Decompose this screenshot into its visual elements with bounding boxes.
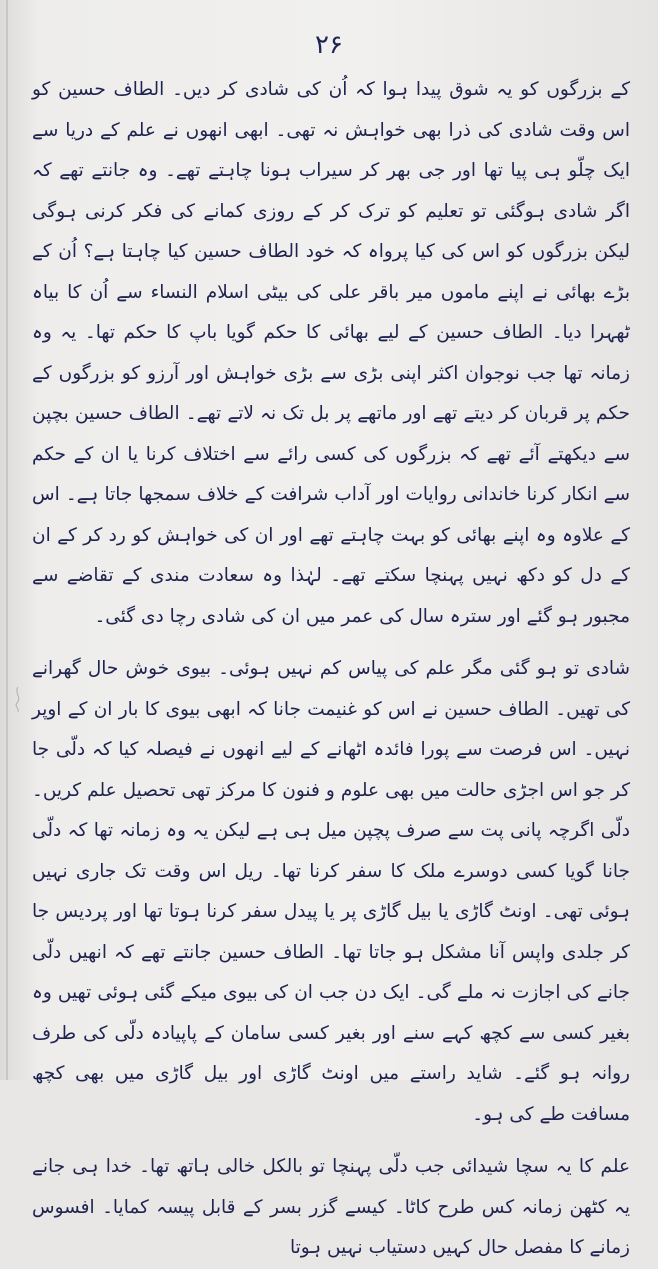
margin-pencil-mark: [10, 685, 26, 718]
paragraph-2: شادی تو ہو گئی مگر علم کی پیاس کم نہیں ہوئی۔ بیوی خوش حال گھرانے کی تھیں۔ الطاف حسین نے اس کو غنیمت جانا کہ ابھی بیوی کا بار ان کے اوپر نہیں۔ اس فرصت سے پورا فائدہ اٹھانے کے لیے انھوں نے فیصلہ کیا کہ دلّی جا کر جو اس اجڑی حالت میں بھی علوم و فنون کا مرکز تھی تحصیل علم کریں۔ دلّی اگرچہ پانی پت سے صرف پچپن میل ہی ہے لیکن یہ وہ زمانہ تھا کہ دلّی جانا گویا کسی دوسرے ملک کا سفر کرنا تھا۔ ریل اس وقت تک جاری نہیں ہوئی تھی۔ اونٹ گاڑی یا بیل گاڑی پر یا پیدل سفر کرنا ہوتا تھا اور پردیس جا کر جلدی واپس آنا مشکل ہو جاتا تھا۔ الطاف حسین جانتے تھے کہ انھیں دلّی جانے کی اجازت نہ ملے گی۔ ایک دن جب ان کی بیوی میکے گئی ہوئی تھیں وہ بغیر کسی سے کچھ کہے سنے اور بغیر کسی سامان کے پاپیادہ دلّی کی طرف روانہ ہو گئے۔ شاید راستے میں اونٹ گاڑی اور بیل گاڑی میں بھی کچھ مسافت طے کی ہو۔: [32, 658, 630, 1125]
page-body-text: [32, 70, 630, 1269]
paragraph-3: علم کا یہ سچا شیدائی جب دلّی پہنچا تو بالکل خالی ہاتھ تھا۔ خدا ہی جانے یہ کٹھن زمانہ کس طرح کاٹا۔ کیسے گزر بسر کے قابل پیسہ کمایا۔ افسوس زمانے کا مفصل حال کہیں دستیاب نہیں ہوتا: [32, 1156, 630, 1258]
paragraph-1: کے بزرگوں کو یہ شوق پیدا ہوا کہ اُن کی شادی کر دیں۔ الطاف حسین کو اس وقت شادی کی ذرا بھی خواہش نہ تھی۔ ابھی انھوں نے علم کے دریا سے ایک چلّو ہی پیا تھا اور جی بھر کر سیراب ہونا چاہتے تھے۔ وہ جانتے تھے کہ اگر شادی ہوگئی تو تعلیم کو ترک کر کے روزی کمانے کی فکر کرنی ہوگی لیکن بزرگوں کو اس کی کیا پرواہ کہ خود الطاف حسین کیا چاہتا ہے؟ اُن کے بڑے بھائی نے اپنے ماموں میر باقر علی کی بیٹی اسلام النساء سے اُن کا بیاہ ٹھہرا دیا۔ الطاف حسین کے لیے بھائی کا حکم گویا باپ کا حکم تھا۔ یہ وہ زمانہ تھا جب نوجوان اکثر اپنی بڑی سے بڑی خواہش اور آرزو کو بزرگوں کے حکم پر قربان کر دیتے تھے اور ماتھے پر بل تک نہ لاتے تھے۔ الطاف حسین بچپن سے دیکھتے آئے تھے کہ بزرگوں کی کسی رائے سے اختلاف کرنا یا ان کے حکم سے انکار کرنا خاندانی روایات اور آداب شرافت کے خلاف سمجھا جاتا ہے۔ اس کے علاوہ وہ اپنے بھائی کو بہت چاہتے تھے اور ان کی خواہش کو رد کر کے ان کے دل کو دکھ نہیں پہنچا سکتے تھے۔ لہٰذا وہ سعادت مندی کے تقاضے سے مجبور ہو گئے اور سترہ سال کی عمر میں ان کی شادی رچا دی گئی۔: [32, 79, 630, 627]
page-number: ۲۶: [315, 30, 343, 60]
page-edge-shadow: [6, 0, 8, 1080]
